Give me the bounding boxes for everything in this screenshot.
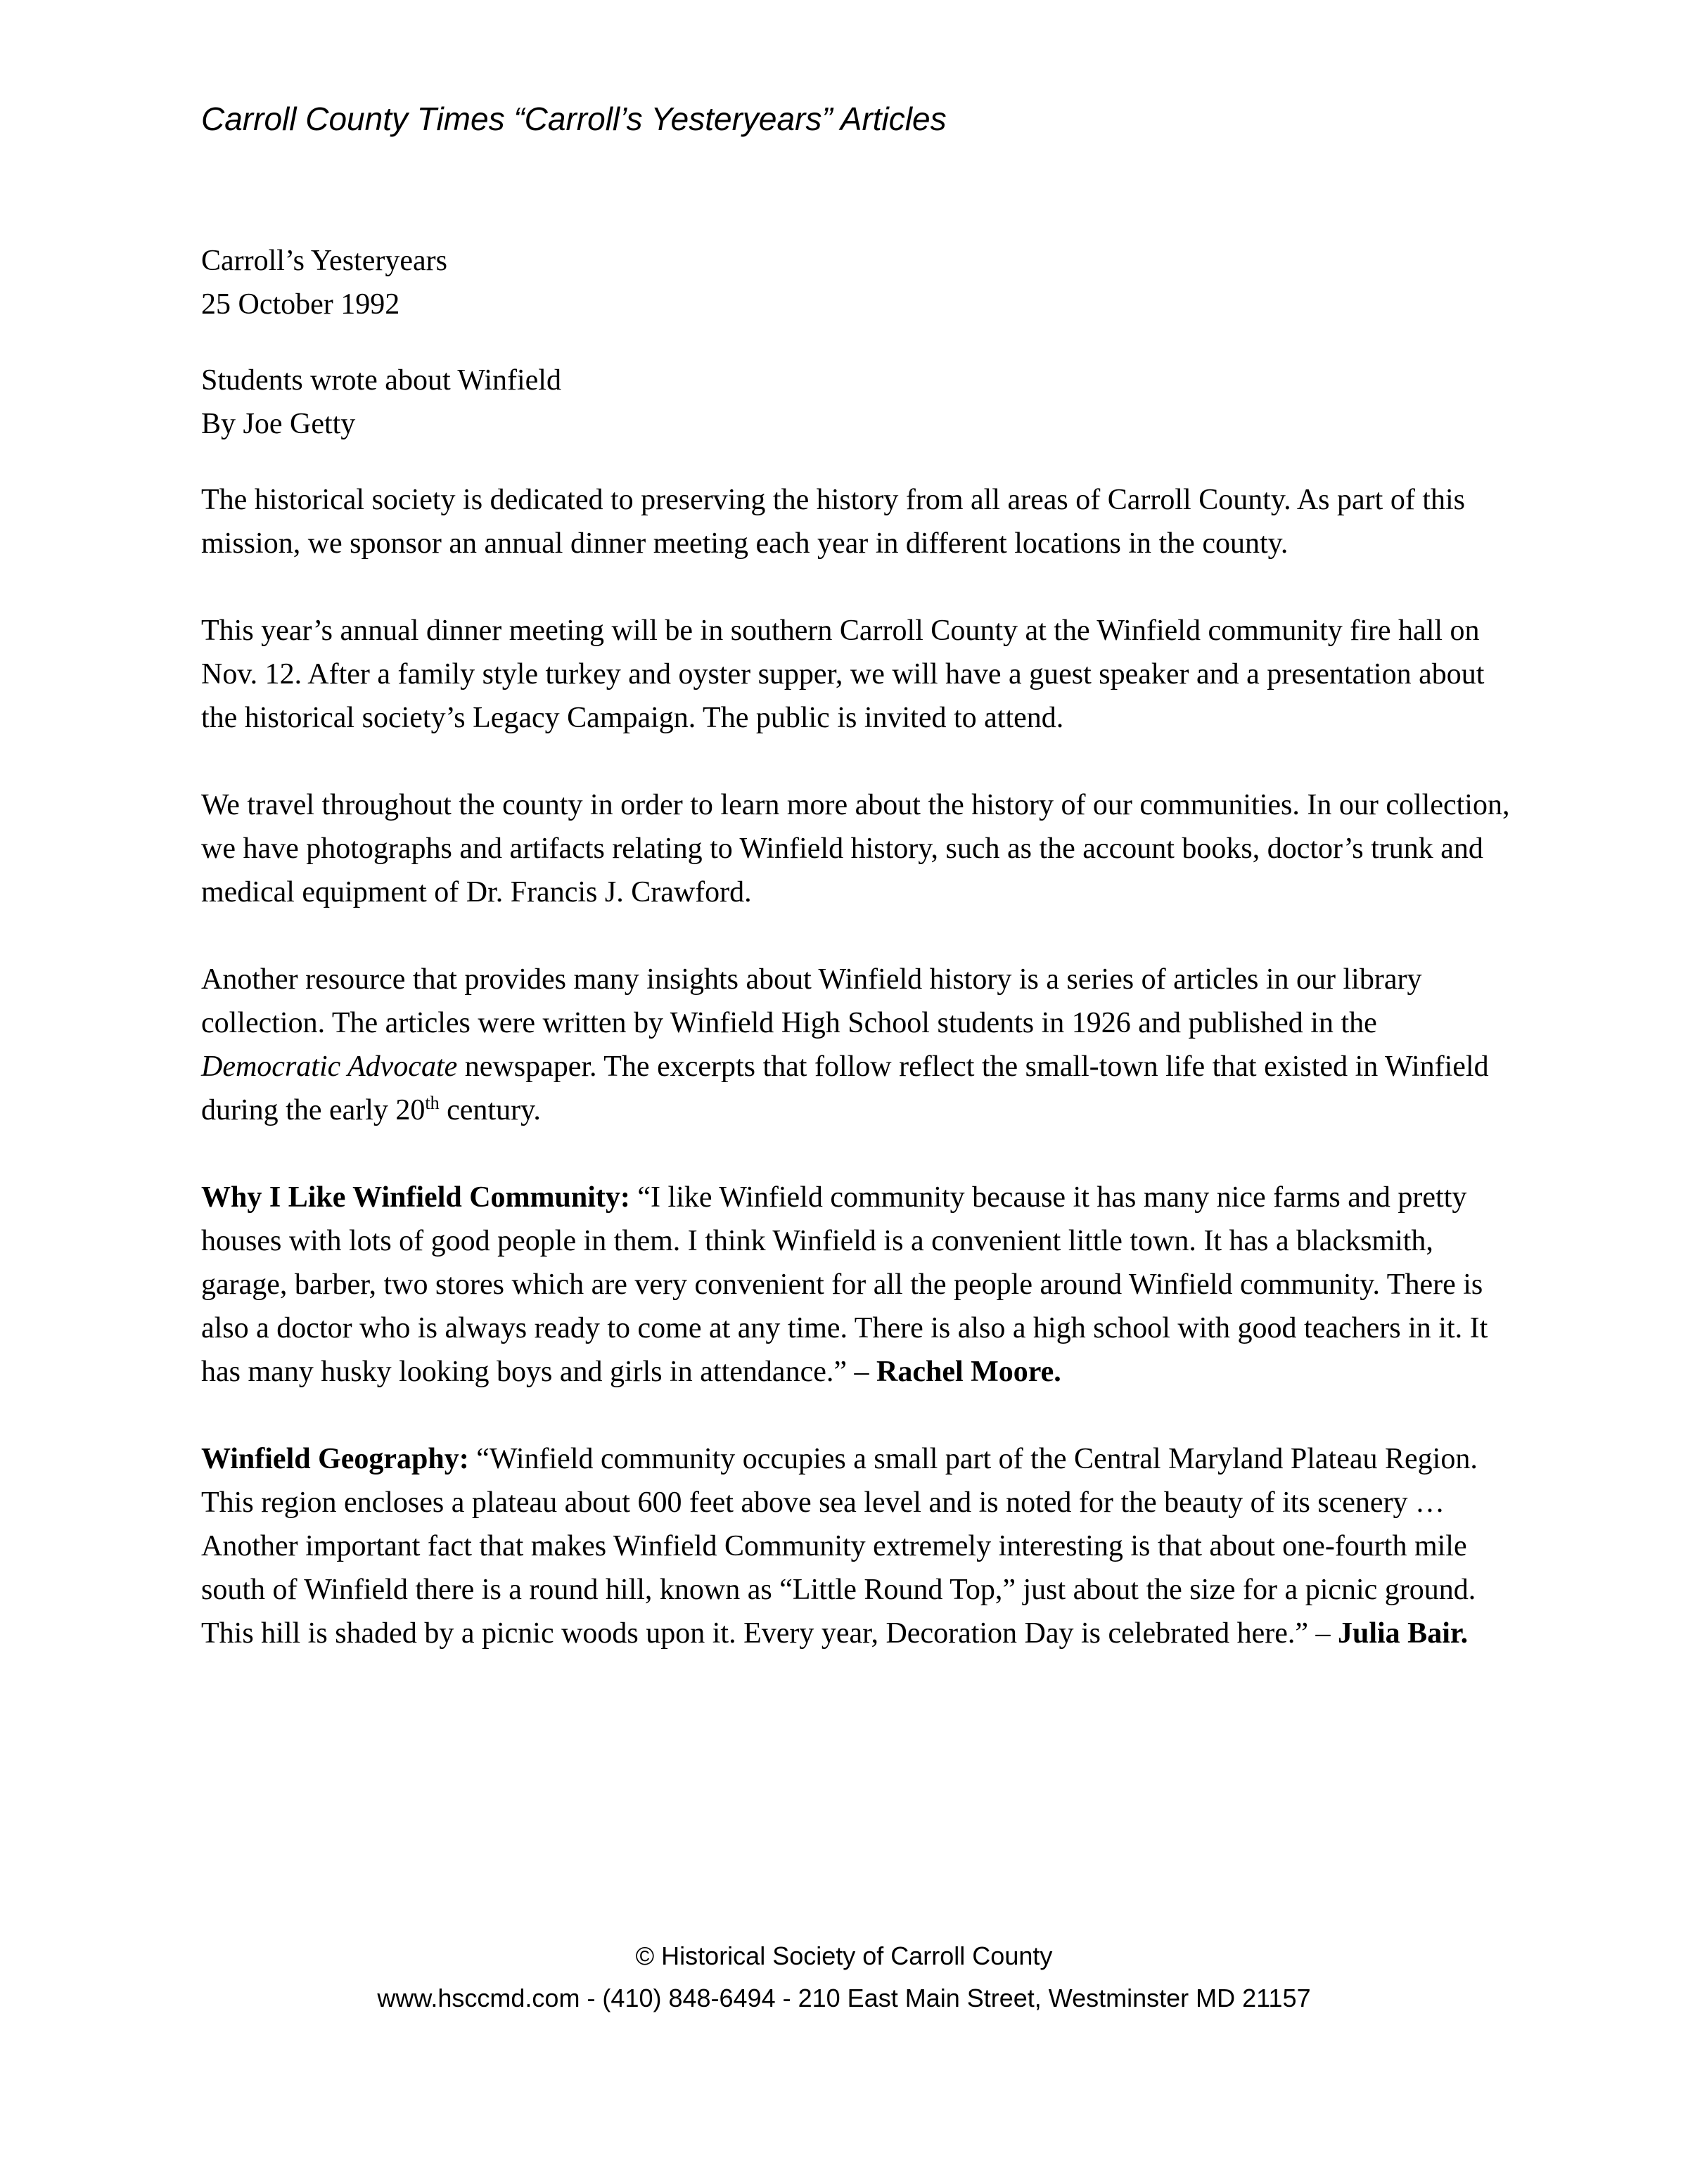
excerpt-2-author: Julia Bair. [1337,1617,1469,1650]
paragraph-3: We travel throughout the county in order to learn more about the history of our communities. In our collection, we have photographs and artifacts relating to Winfield history, such as the account books, doctor’s trunk and medical equipment of Dr. Francis J. Crawford. [201,789,1510,908]
article-date: 25 October 1992 [201,288,400,321]
article-body [201,239,1523,1655]
page-header-title: Carroll County Times “Carroll’s Yesteryears” Articles [201,101,947,137]
ordinal-suffix: th [425,1093,440,1113]
article-headline: Students wrote about Winfield [201,364,561,397]
paragraph-4 [201,958,1523,1132]
paragraph-4-text-b: newspaper. The excerpts that follow reflect the small-town life that existed in Winfield during the early 20 [201,1051,1489,1126]
excerpt-2-quote: “Winfield community occupies a small part of the Central Maryland Plateau Region. This region encloses a plateau about 600 feet above sea level and is noted for the beauty of its scenery … Another important fact that makes Winfield Community extremely interesting is that about one-fourth mile south of Winfield there is a round hill, known as “Little Round Top,” just about the size for a picnic ground. This hill is shaded by a picnic woods upon it. Every year, Decoration Day is celebrated here.” – [201,1443,1478,1650]
excerpt-2-heading: Winfield Geography: [201,1443,469,1475]
excerpt-why-i-like-winfield [201,1176,1523,1394]
excerpt-winfield-geography [201,1437,1523,1655]
excerpt-1-heading: Why I Like Winfield Community: [201,1181,630,1214]
footer-copyright: © Historical Society of Carroll County [635,1941,1053,1970]
footer-contact: www.hsccmd.com - (410) 848-6494 - 210 East Main Street, Westminster MD 21157 [377,1984,1311,2012]
paragraph-4-text-c: century. [439,1094,541,1126]
paragraph-4-text-a: Another resource that provides many insights about Winfield history is a series of articles in our library collection. The articles were written by Winfield High School students in 1926 and published in the [201,963,1422,1039]
paragraph-1: The historical society is dedicated to preserving the history from all areas of Carroll County. As part of this mission, we sponsor an annual dinner meeting each year in different locations in the county. [201,484,1465,560]
article-byline: By Joe Getty [201,408,356,440]
article-title-block [201,359,1523,446]
article-meta [201,239,1523,326]
excerpt-1-quote: “I like Winfield community because it has many nice farms and pretty houses with lots of good people in them. I think Winfield is a convenient little town. It has a blacksmith, garage, barber, two stores which are very convenient for all the people around Winfield community. There is also a doctor who is always ready to come at any time. There is also a high school with good teachers in it. It has many husky looking boys and girls in attendance.” – [201,1181,1488,1388]
excerpt-1-author: Rachel Moore. [876,1356,1061,1388]
page-footer [0,1935,1688,2019]
paragraph-2: This year’s annual dinner meeting will be in southern Carroll County at the Winfield community fire hall on Nov. 12. After a family style turkey and oyster supper, we will have a guest speaker and a presentation about the historical society’s Legacy Campaign. The public is invited to attend. [201,615,1485,734]
column-name: Carroll’s Yesteryears [201,245,447,277]
newspaper-name: Democratic Advocate [201,1051,458,1083]
